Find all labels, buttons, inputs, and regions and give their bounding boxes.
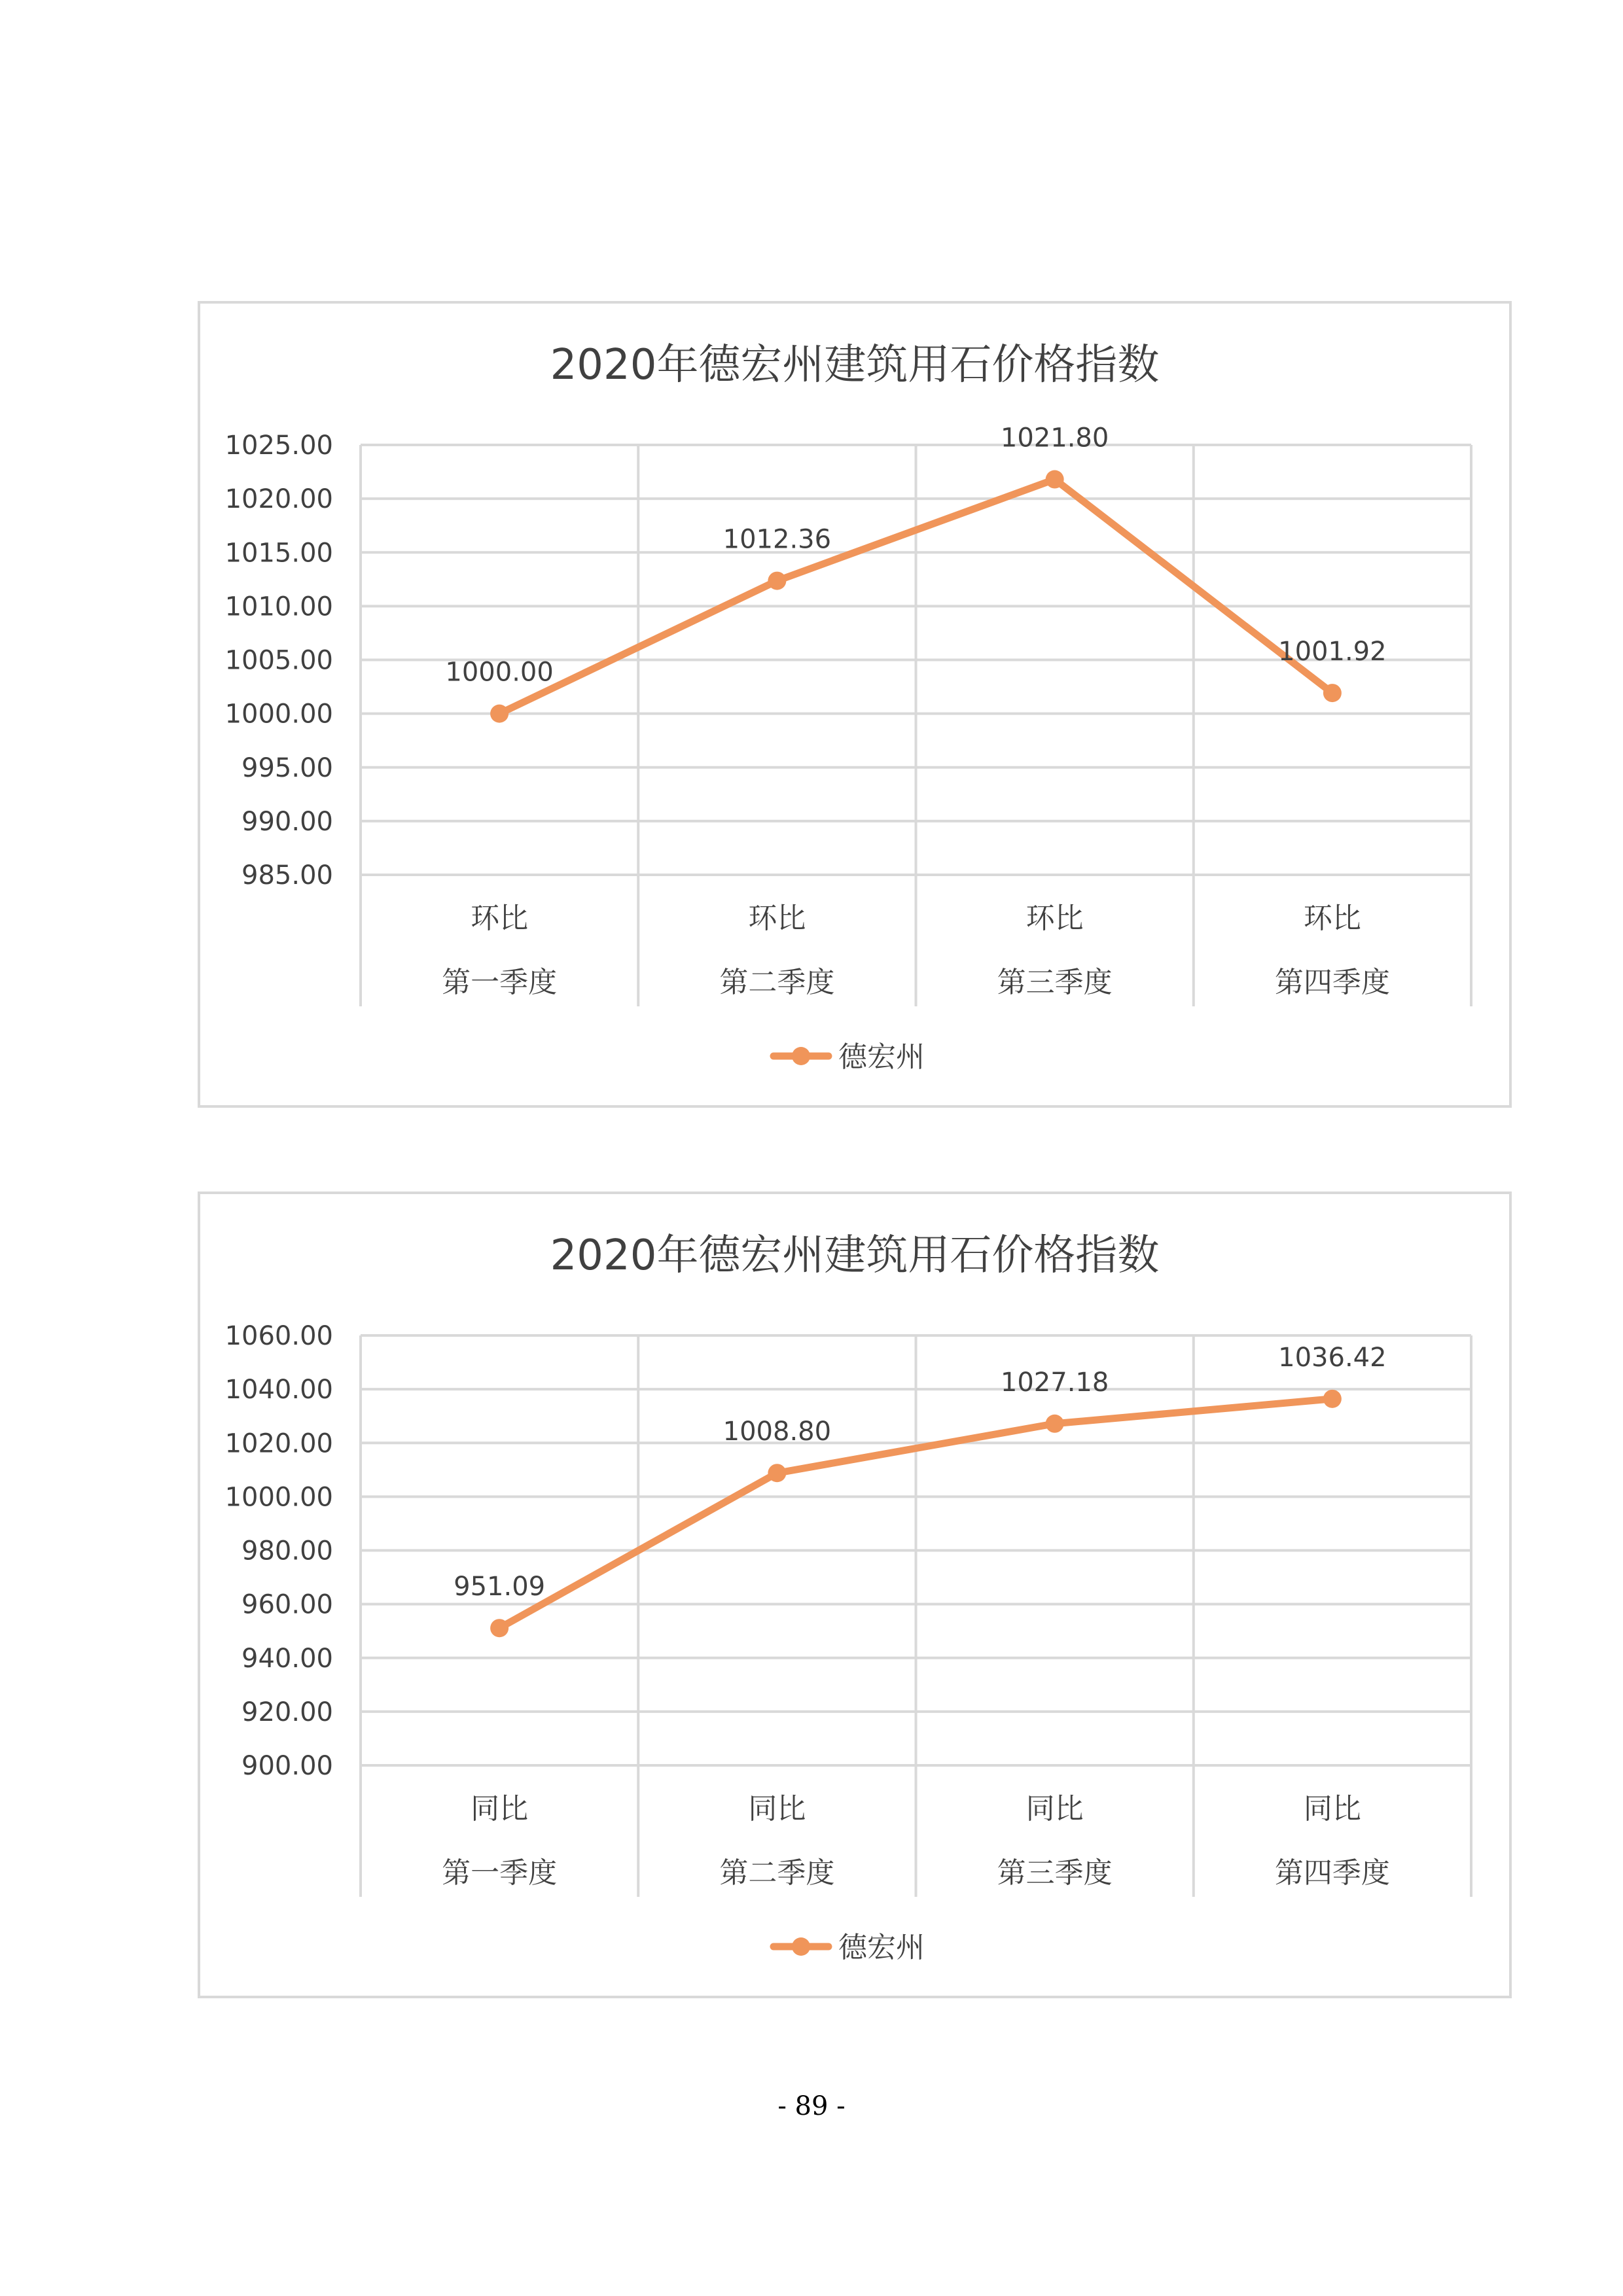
- qoq-data-label: 1000.00: [445, 657, 554, 688]
- page-number: - 89 -: [777, 2091, 846, 2121]
- qoq-data-point: [768, 572, 786, 590]
- yoy-data-point: [1046, 1415, 1064, 1433]
- yoy-data-label: 1036.42: [1278, 1342, 1387, 1373]
- yoy-data-label: 1027.18: [1000, 1367, 1109, 1398]
- chart-yoy-svg: [200, 1194, 1509, 1996]
- yoy-data-point: [768, 1464, 786, 1482]
- qoq-ytick-label: 990.00: [241, 806, 333, 837]
- qoq-ytick-label: 1010.00: [224, 592, 333, 622]
- yoy-data-label: 1008.80: [722, 1417, 832, 1447]
- qoq-category-label-top: 环比: [1026, 902, 1084, 935]
- yoy-ytick-label: 940.00: [241, 1643, 333, 1674]
- qoq-legend-label: 德宏州: [838, 1040, 925, 1074]
- yoy-category-label-bottom: 第二季度: [719, 1856, 835, 1890]
- yoy-ytick-label: 1020.00: [224, 1428, 333, 1459]
- yoy-ytick-label: 1000.00: [224, 1482, 333, 1513]
- qoq-category-label-bottom: 第二季度: [719, 966, 835, 999]
- qoq-data-point: [1323, 684, 1342, 702]
- yoy-data-point: [490, 1619, 508, 1637]
- chart-panel-yoy: [198, 1192, 1512, 1998]
- yoy-title: 2020年德宏州建筑用石价格指数: [550, 1231, 1160, 1280]
- qoq-data-point: [1046, 470, 1064, 489]
- qoq-ytick-label: 995.00: [241, 752, 333, 783]
- yoy-category-label-bottom: 第三季度: [997, 1856, 1113, 1890]
- qoq-data-label: 1012.36: [722, 524, 832, 555]
- yoy-ytick-label: 960.00: [241, 1589, 333, 1620]
- qoq-category-label-top: 环比: [471, 902, 529, 935]
- qoq-data-point: [490, 705, 508, 723]
- qoq-title: 2020年德宏州建筑用石价格指数: [550, 341, 1160, 389]
- yoy-category-label-top: 同比: [1026, 1792, 1084, 1826]
- chart-panel-qoq: [198, 301, 1512, 1108]
- yoy-ytick-label: 980.00: [241, 1536, 333, 1566]
- qoq-legend-marker: [792, 1047, 810, 1065]
- qoq-category-label-bottom: 第一季度: [442, 966, 558, 999]
- yoy-ytick-label: 1040.00: [224, 1375, 333, 1405]
- qoq-category-label-top: 环比: [1303, 902, 1361, 935]
- qoq-category-label-bottom: 第三季度: [997, 966, 1113, 999]
- yoy-legend-label: 德宏州: [838, 1931, 925, 1964]
- chart-qoq-svg: [200, 304, 1509, 1105]
- yoy-legend-marker: [792, 1937, 810, 1956]
- yoy-category-label-top: 同比: [748, 1792, 806, 1826]
- yoy-data-label: 951.09: [454, 1572, 546, 1602]
- yoy-category-label-bottom: 第四季度: [1274, 1856, 1390, 1890]
- yoy-category-label-top: 同比: [471, 1792, 529, 1826]
- yoy-ytick-label: 1060.00: [224, 1321, 333, 1351]
- yoy-ytick-label: 920.00: [241, 1697, 333, 1727]
- yoy-data-point: [1323, 1390, 1342, 1408]
- qoq-category-label-top: 环比: [748, 902, 806, 935]
- qoq-ytick-label: 1020.00: [224, 484, 333, 515]
- qoq-category-label-bottom: 第四季度: [1274, 966, 1390, 999]
- qoq-ytick-label: 1015.00: [224, 538, 333, 569]
- qoq-data-label: 1021.80: [1000, 423, 1109, 453]
- qoq-ytick-label: 1025.00: [224, 431, 333, 461]
- qoq-ytick-label: 1000.00: [224, 699, 333, 730]
- yoy-category-label-top: 同比: [1303, 1792, 1361, 1826]
- yoy-category-label-bottom: 第一季度: [442, 1856, 558, 1890]
- yoy-ytick-label: 900.00: [241, 1751, 333, 1781]
- qoq-data-label: 1001.92: [1278, 637, 1387, 667]
- qoq-ytick-label: 1005.00: [224, 645, 333, 676]
- qoq-ytick-label: 985.00: [241, 860, 333, 891]
